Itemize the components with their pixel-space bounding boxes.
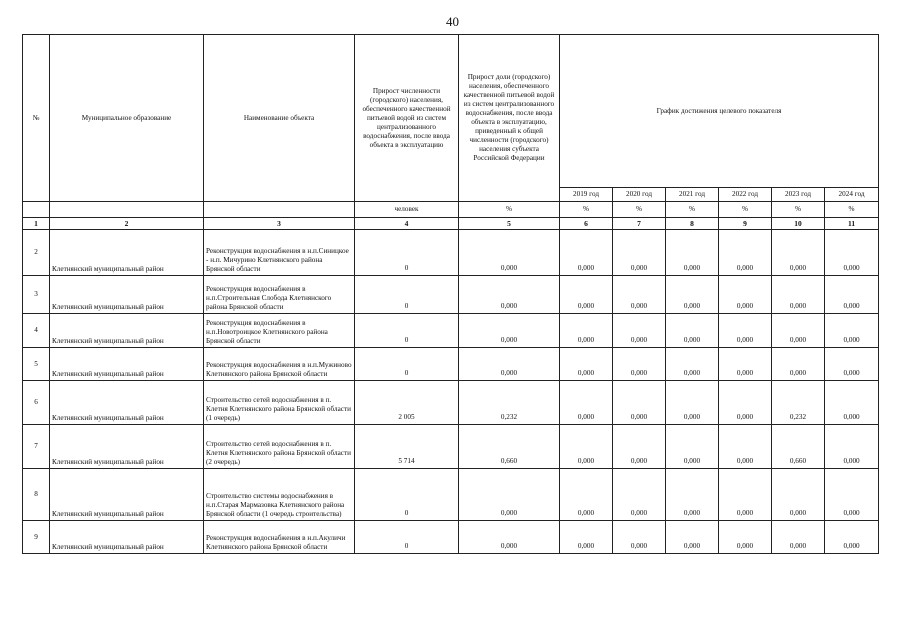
table-row <box>23 469 879 521</box>
object-name-cell: Строительство системы водоснабжения в н.п.Старая Мармазовка Клетнянского района Брянской области (1 очередь строительства) <box>204 469 355 521</box>
year-value-cell: 0,000 <box>666 521 719 554</box>
object-name-cell: Реконструкция водоснабжения в н.п.Акуличи Клетнянского района Брянской области <box>204 521 355 554</box>
share-growth-cell: 0,000 <box>459 469 560 521</box>
year-value-cell: 0,000 <box>825 276 879 314</box>
year-value-cell: 0,000 <box>613 521 666 554</box>
unit-cell: % <box>613 202 666 218</box>
header-no: № <box>23 35 50 202</box>
year-value-cell: 0,660 <box>772 425 825 469</box>
row-number: 7 <box>23 425 50 469</box>
year-value-cell: 0,000 <box>772 230 825 276</box>
year-value-cell: 0,000 <box>613 348 666 381</box>
unit-cell: % <box>825 202 879 218</box>
year-value-cell: 0,000 <box>772 348 825 381</box>
year-value-cell: 0,000 <box>719 314 772 348</box>
unit-cell: % <box>459 202 560 218</box>
year-value-cell: 0,000 <box>666 314 719 348</box>
year-value-cell: 0,000 <box>825 381 879 425</box>
year-value-cell: 0,000 <box>560 425 613 469</box>
header-year: 2024 год <box>825 188 879 202</box>
year-value-cell: 0,000 <box>613 314 666 348</box>
year-value-cell: 0,000 <box>719 230 772 276</box>
unit-cell: % <box>719 202 772 218</box>
column-number: 3 <box>204 218 355 230</box>
municipality-cell: Клетнянский муниципальный район <box>50 230 204 276</box>
unit-cell: % <box>666 202 719 218</box>
header-municipality: Муниципальное образование <box>50 35 204 202</box>
year-value-cell: 0,000 <box>613 276 666 314</box>
header-year: 2020 год <box>613 188 666 202</box>
year-value-cell: 0,000 <box>666 230 719 276</box>
column-number: 8 <box>666 218 719 230</box>
year-value-cell: 0,000 <box>666 425 719 469</box>
header-growth-count: Прирост численности (городского) населения, обеспеченного качественной питьевой водой из систем централизованного водоснабжения, после ввода объекта в эксплуатацию <box>355 35 459 202</box>
share-growth-cell: 0,232 <box>459 381 560 425</box>
year-value-cell: 0,000 <box>719 348 772 381</box>
year-value-cell: 0,000 <box>772 314 825 348</box>
population-growth-cell: 0 <box>355 469 459 521</box>
municipality-cell: Клетнянский муниципальный район <box>50 348 204 381</box>
population-growth-cell: 0 <box>355 230 459 276</box>
column-number: 4 <box>355 218 459 230</box>
object-name-cell: Реконструкция водоснабжения в н.п.Строительная Слобода Клетнянского района Брянской области <box>204 276 355 314</box>
year-value-cell: 0,232 <box>772 381 825 425</box>
year-value-cell: 0,000 <box>825 230 879 276</box>
object-name-cell: Строительство сетей водоснабжения в п. Клетня Клетнянского района Брянской области (1 очередь) <box>204 381 355 425</box>
row-number: 3 <box>23 276 50 314</box>
year-value-cell: 0,000 <box>666 276 719 314</box>
year-value-cell: 0,000 <box>772 276 825 314</box>
row-number: 6 <box>23 381 50 425</box>
year-value-cell: 0,000 <box>825 469 879 521</box>
year-value-cell: 0,000 <box>560 521 613 554</box>
population-growth-cell: 0 <box>355 276 459 314</box>
object-name-cell: Реконструкция водоснабжения в н.п.Мужиново Клетнянского района Брянской области <box>204 348 355 381</box>
population-growth-cell: 0 <box>355 314 459 348</box>
header-schedule: График достижения целевого показателя <box>560 35 879 188</box>
year-value-cell: 0,000 <box>560 469 613 521</box>
municipality-cell: Клетнянский муниципальный район <box>50 469 204 521</box>
municipality-cell: Клетнянский муниципальный район <box>50 521 204 554</box>
unit-cell: % <box>772 202 825 218</box>
year-value-cell: 0,000 <box>613 425 666 469</box>
share-growth-cell: 0,660 <box>459 425 560 469</box>
year-value-cell: 0,000 <box>560 276 613 314</box>
column-number: 9 <box>719 218 772 230</box>
column-number: 7 <box>613 218 666 230</box>
year-value-cell: 0,000 <box>719 425 772 469</box>
year-value-cell: 0,000 <box>666 348 719 381</box>
column-number: 10 <box>772 218 825 230</box>
column-number: 6 <box>560 218 613 230</box>
table-row <box>23 230 879 276</box>
target-indicator-table <box>22 34 879 554</box>
column-number: 5 <box>459 218 560 230</box>
table-row <box>23 348 879 381</box>
share-growth-cell: 0,000 <box>459 521 560 554</box>
header-object: Наименование объекта <box>204 35 355 202</box>
row-number: 5 <box>23 348 50 381</box>
share-growth-cell: 0,000 <box>459 276 560 314</box>
table-row <box>23 314 879 348</box>
header-year: 2021 год <box>666 188 719 202</box>
table-row <box>23 425 879 469</box>
year-value-cell: 0,000 <box>613 469 666 521</box>
column-number: 1 <box>23 218 50 230</box>
object-name-cell: Реконструкция водоснабжения в н.п.Синицкое - н.п. Мичурино Клетнянского района Брянской области <box>204 230 355 276</box>
municipality-cell: Клетнянский муниципальный район <box>50 276 204 314</box>
column-number: 11 <box>825 218 879 230</box>
year-value-cell: 0,000 <box>560 381 613 425</box>
year-value-cell: 0,000 <box>666 381 719 425</box>
year-value-cell: 0,000 <box>719 276 772 314</box>
header-growth-share: Прирост доли (городского) населения, обеспеченного качественной питьевой водой из систем централизованного водоснабжения, после ввода объекта в эксплуатацию, приведенный к общей численности (городского) населения субъекта Российской Федерации <box>459 35 560 202</box>
year-value-cell: 0,000 <box>560 348 613 381</box>
unit-cell: % <box>560 202 613 218</box>
population-growth-cell: 2 005 <box>355 381 459 425</box>
year-value-cell: 0,000 <box>560 230 613 276</box>
municipality-cell: Клетнянский муниципальный район <box>50 381 204 425</box>
year-value-cell: 0,000 <box>613 230 666 276</box>
share-growth-cell: 0,000 <box>459 348 560 381</box>
year-value-cell: 0,000 <box>666 469 719 521</box>
year-value-cell: 0,000 <box>719 381 772 425</box>
year-value-cell: 0,000 <box>825 348 879 381</box>
table-row <box>23 381 879 425</box>
header-year: 2023 год <box>772 188 825 202</box>
municipality-cell: Клетнянский муниципальный район <box>50 425 204 469</box>
share-growth-cell: 0,000 <box>459 230 560 276</box>
population-growth-cell: 0 <box>355 348 459 381</box>
year-value-cell: 0,000 <box>825 425 879 469</box>
year-value-cell: 0,000 <box>613 381 666 425</box>
row-number: 4 <box>23 314 50 348</box>
object-name-cell: Строительство сетей водоснабжения в п. Клетня Клетнянского района Брянской области (2 очередь) <box>204 425 355 469</box>
year-value-cell: 0,000 <box>719 469 772 521</box>
unit-cell: человек <box>355 202 459 218</box>
column-numbers-row <box>23 218 879 230</box>
year-value-cell: 0,000 <box>825 521 879 554</box>
units-row <box>23 202 879 218</box>
row-number: 2 <box>23 230 50 276</box>
object-name-cell: Реконструкция водоснабжения в н.п.Новотроицкое Клетнянского района Брянской области <box>204 314 355 348</box>
row-number: 9 <box>23 521 50 554</box>
year-value-cell: 0,000 <box>560 314 613 348</box>
row-number: 8 <box>23 469 50 521</box>
year-value-cell: 0,000 <box>719 521 772 554</box>
share-growth-cell: 0,000 <box>459 314 560 348</box>
table-row <box>23 276 879 314</box>
municipality-cell: Клетнянский муниципальный район <box>50 314 204 348</box>
table-row <box>23 521 879 554</box>
page-number: 40 <box>446 14 459 29</box>
population-growth-cell: 5 714 <box>355 425 459 469</box>
header-year: 2022 год <box>719 188 772 202</box>
column-number: 2 <box>50 218 204 230</box>
population-growth-cell: 0 <box>355 521 459 554</box>
year-value-cell: 0,000 <box>825 314 879 348</box>
year-value-cell: 0,000 <box>772 521 825 554</box>
header-year: 2019 год <box>560 188 613 202</box>
year-value-cell: 0,000 <box>772 469 825 521</box>
